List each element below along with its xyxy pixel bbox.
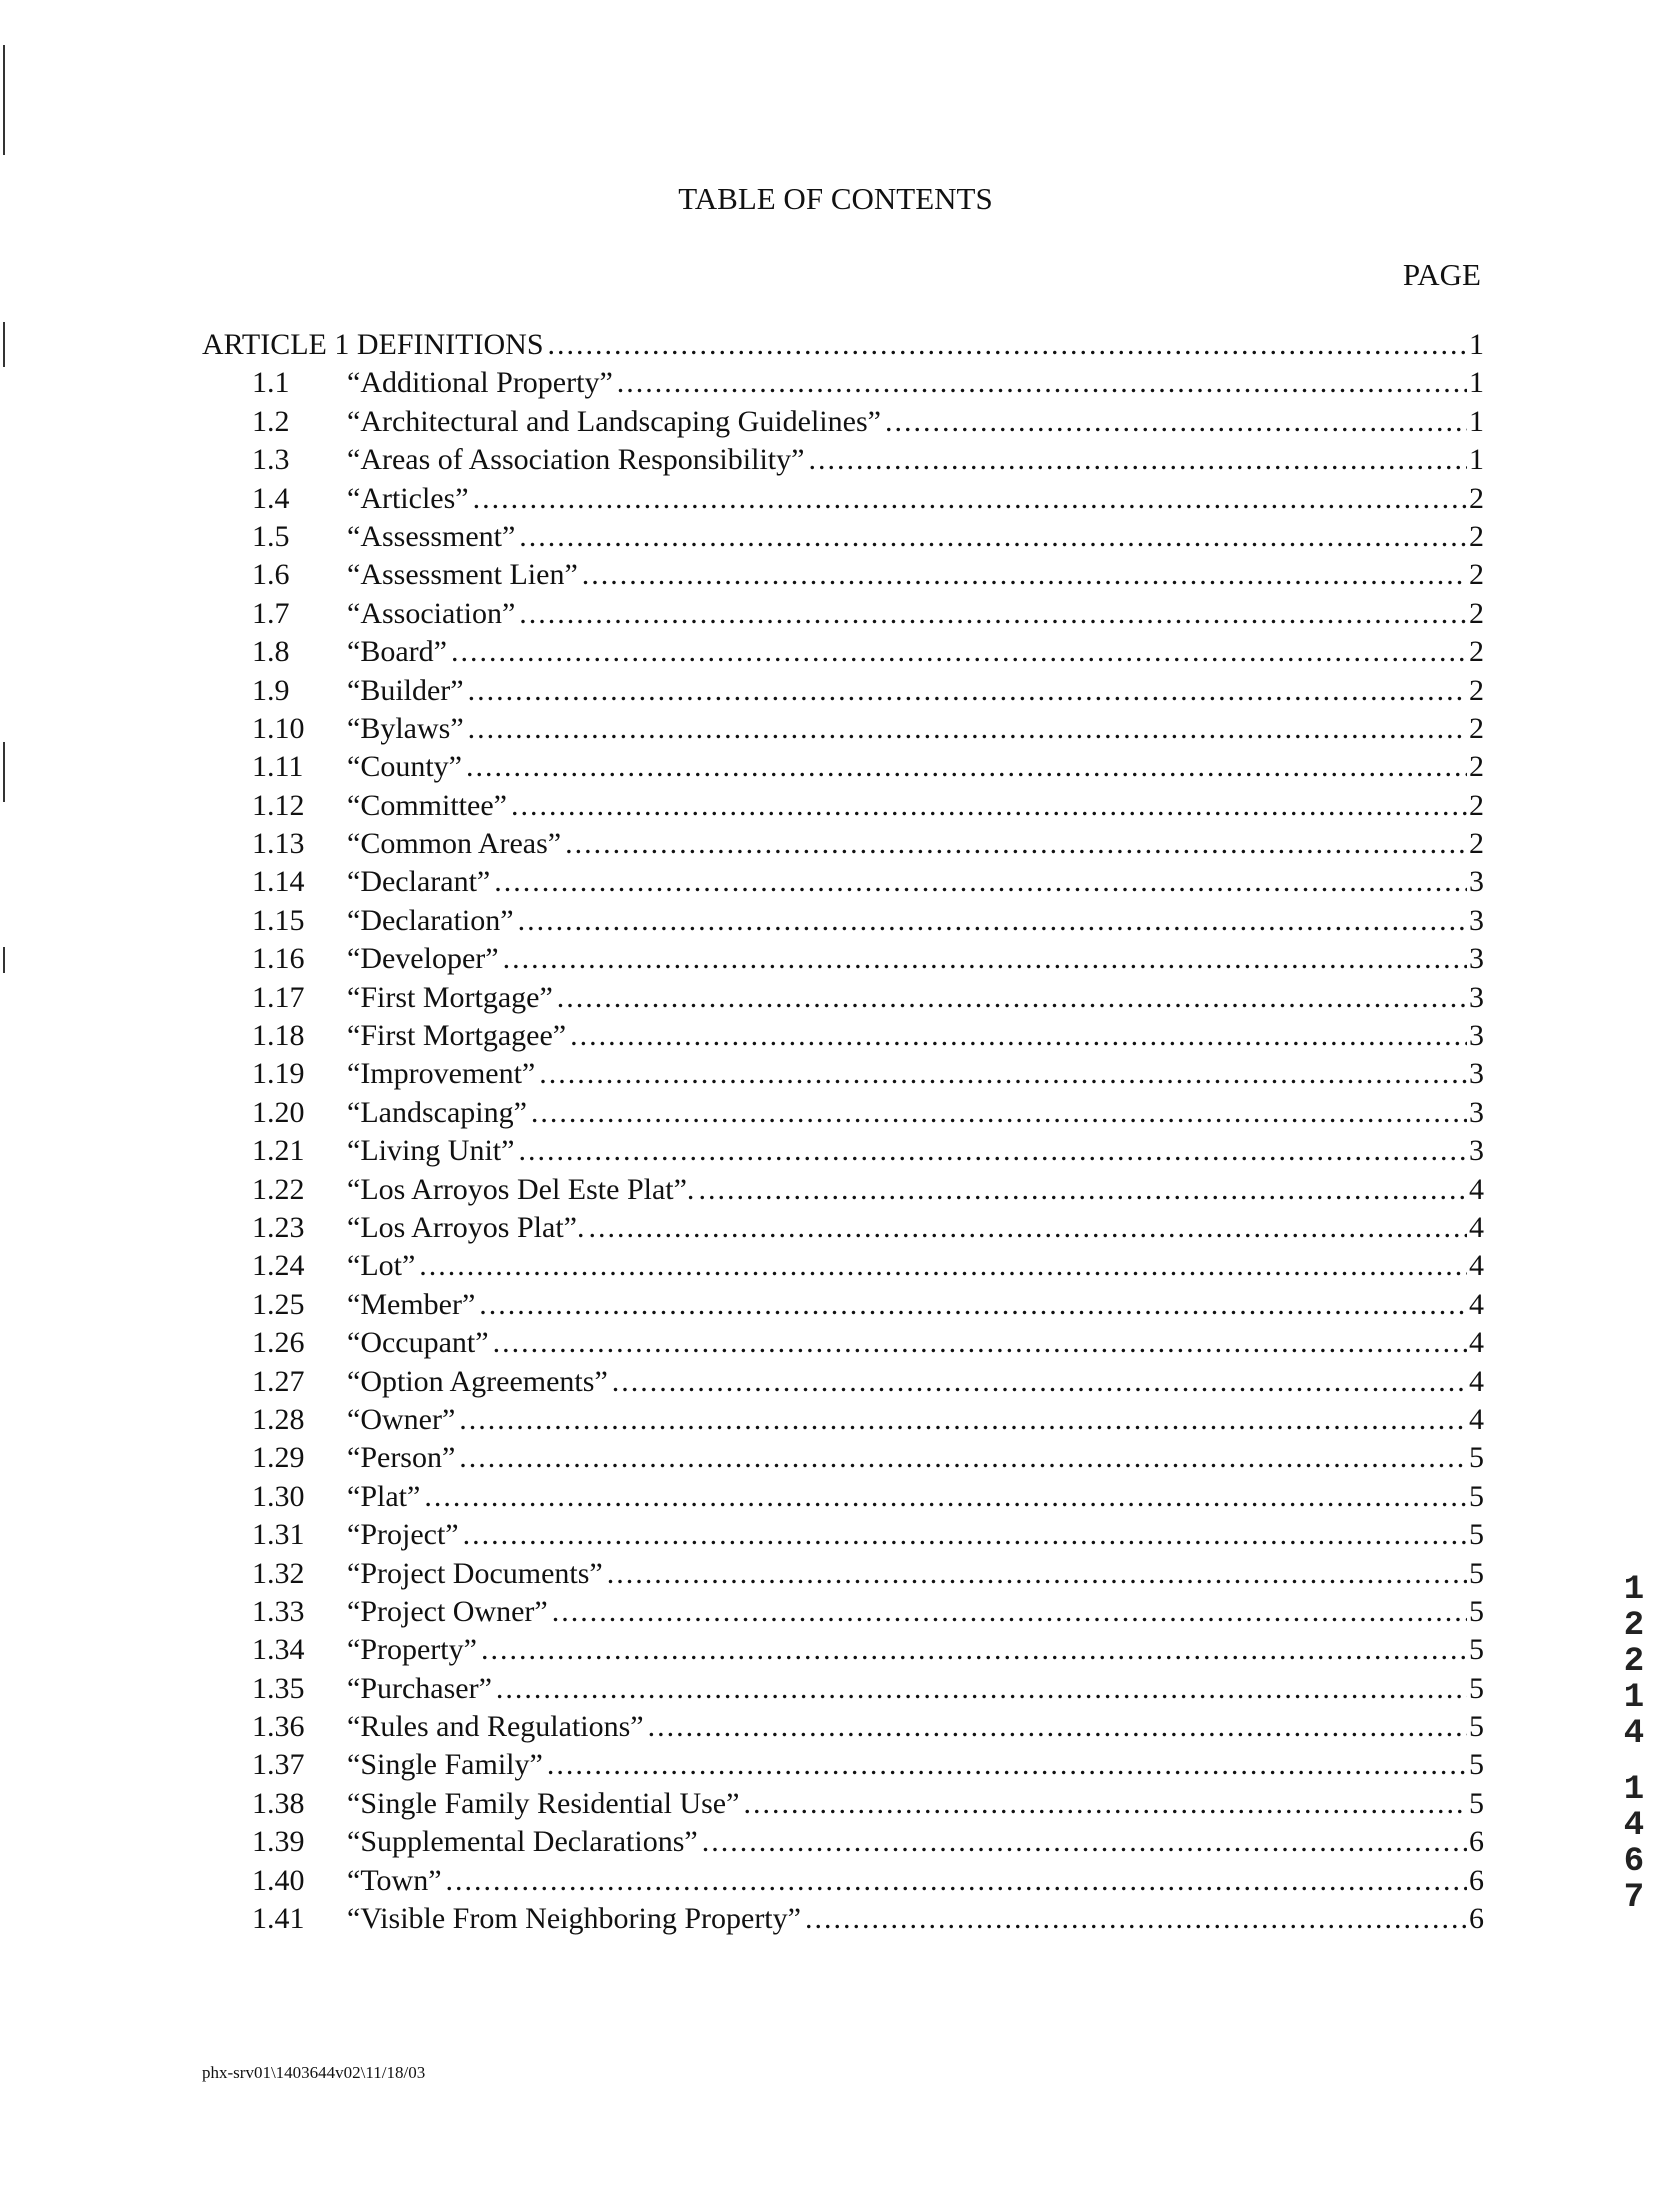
toc-entry-page: 4 bbox=[1469, 1172, 1484, 1206]
toc-entry-number: 1.9 bbox=[252, 673, 290, 707]
dot-leader bbox=[519, 520, 1467, 554]
dot-leader bbox=[539, 1057, 1467, 1091]
stamp-digit: 1 bbox=[1623, 1771, 1645, 1809]
toc-entry-number: 1.26 bbox=[252, 1326, 305, 1360]
stamp-digit: 1 bbox=[1623, 1679, 1645, 1717]
stamp-digit: 2 bbox=[1623, 1607, 1645, 1645]
toc-entry-label: “Project Documents” bbox=[347, 1556, 603, 1590]
toc-entry-label: “Areas of Association Responsibility” bbox=[347, 443, 805, 477]
dot-leader bbox=[648, 1710, 1467, 1744]
toc-entry bbox=[202, 405, 1484, 443]
toc-entry-label: “Project” bbox=[347, 1518, 459, 1552]
toc-entry-number: 1.33 bbox=[252, 1594, 305, 1628]
toc-entry bbox=[202, 482, 1484, 520]
toc-entry-number: 1.27 bbox=[252, 1364, 305, 1398]
toc-entry bbox=[202, 1288, 1484, 1326]
toc-entry-label: “Builder” bbox=[347, 673, 464, 707]
toc-entry-label: “Rules and Regulations” bbox=[347, 1710, 644, 1744]
dot-leader bbox=[612, 1365, 1467, 1399]
toc-entry-number: 1.36 bbox=[252, 1710, 305, 1744]
toc-entry bbox=[202, 1403, 1484, 1441]
toc-entry-page: 2 bbox=[1469, 750, 1484, 784]
toc-entry-page: 3 bbox=[1469, 865, 1484, 899]
toc-entry-label: “Assessment” bbox=[347, 519, 516, 553]
toc-entry-number: 1.16 bbox=[252, 942, 305, 976]
toc-entry bbox=[202, 1902, 1484, 1940]
toc-entry-page: 5 bbox=[1469, 1671, 1484, 1705]
toc-entry-number: 1.15 bbox=[252, 903, 305, 937]
toc-entry-label: “Assessment Lien” bbox=[347, 558, 578, 592]
toc-entry-page: 2 bbox=[1469, 596, 1484, 630]
dot-leader bbox=[548, 328, 1468, 362]
toc-entry bbox=[202, 366, 1484, 404]
toc-entry-page: 6 bbox=[1469, 1902, 1484, 1936]
toc-entry-number: 1.31 bbox=[252, 1518, 305, 1552]
toc-entry bbox=[202, 1096, 1484, 1134]
dot-leader bbox=[479, 1288, 1467, 1322]
toc-entry-label: “Purchaser” bbox=[347, 1671, 492, 1705]
dot-leader bbox=[582, 558, 1467, 592]
toc-entry-page: 4 bbox=[1469, 1364, 1484, 1398]
toc-entry-label: “Owner” bbox=[347, 1402, 456, 1436]
toc-entry-number: 1.41 bbox=[252, 1902, 305, 1936]
toc-entry-label: “County” bbox=[347, 750, 462, 784]
dot-leader bbox=[805, 1902, 1467, 1936]
toc-entry-number: 1.1 bbox=[252, 366, 290, 400]
dot-leader bbox=[463, 1518, 1467, 1552]
toc-entry-number: 1.29 bbox=[252, 1441, 305, 1475]
toc-entry bbox=[202, 1864, 1484, 1902]
dot-leader bbox=[519, 597, 1467, 631]
dot-leader bbox=[481, 1633, 1467, 1667]
toc-entry bbox=[202, 712, 1484, 750]
toc-entry bbox=[202, 1019, 1484, 1057]
toc-entry-label: “Town” bbox=[347, 1863, 442, 1897]
toc-entry bbox=[202, 1057, 1484, 1095]
toc-entry-label: “Improvement” bbox=[347, 1057, 536, 1091]
toc-entry bbox=[202, 1480, 1484, 1518]
scan-edge-mark bbox=[3, 45, 5, 155]
toc-entry bbox=[202, 443, 1484, 481]
toc-entry-number: 1.32 bbox=[252, 1556, 305, 1590]
toc-entry bbox=[202, 942, 1484, 980]
toc-entry-number: 1.23 bbox=[252, 1210, 305, 1244]
dot-leader bbox=[459, 1403, 1467, 1437]
toc-entry-label: “Los Arroyos Del Este Plat”. bbox=[347, 1172, 695, 1206]
toc-entry-number: 1.18 bbox=[252, 1019, 305, 1053]
dot-leader bbox=[885, 405, 1467, 439]
toc-entry bbox=[202, 865, 1484, 903]
dot-leader bbox=[552, 1595, 1467, 1629]
toc-entry-label: “Architectural and Landscaping Guidelines” bbox=[347, 404, 881, 438]
toc-entry bbox=[202, 904, 1484, 942]
dot-leader bbox=[496, 1672, 1467, 1706]
dot-leader bbox=[565, 827, 1467, 861]
toc-entry-page: 6 bbox=[1469, 1863, 1484, 1897]
dot-leader bbox=[743, 1787, 1467, 1821]
toc-entry-page: 1 bbox=[1469, 443, 1484, 477]
toc-entry-page: 2 bbox=[1469, 635, 1484, 669]
stamp-digit: 1 bbox=[1623, 1571, 1645, 1609]
toc-entry bbox=[202, 1365, 1484, 1403]
stamp-digit: 6 bbox=[1623, 1843, 1645, 1881]
toc-entry-number: 1.20 bbox=[252, 1095, 305, 1129]
dot-leader bbox=[446, 1864, 1467, 1898]
toc-entry bbox=[202, 635, 1484, 673]
toc-entry-number: 1.34 bbox=[252, 1633, 305, 1667]
toc-entry-page: 1 bbox=[1469, 404, 1484, 438]
toc-entry-label: “Association” bbox=[347, 596, 516, 630]
toc-entry-page: 3 bbox=[1469, 1057, 1484, 1091]
toc-entry-number: 1.37 bbox=[252, 1748, 305, 1782]
toc-entry-number: 1.19 bbox=[252, 1057, 305, 1091]
toc-entry bbox=[202, 1787, 1484, 1825]
toc-entry-page: 4 bbox=[1469, 1249, 1484, 1283]
toc-entry bbox=[202, 1672, 1484, 1710]
toc-entry bbox=[202, 1326, 1484, 1364]
toc-entry-page: 5 bbox=[1469, 1633, 1484, 1667]
toc-entry-page: 5 bbox=[1469, 1594, 1484, 1628]
dot-leader bbox=[451, 635, 1467, 669]
toc-entry-label: “Living Unit” bbox=[347, 1134, 515, 1168]
toc-entry bbox=[202, 1633, 1484, 1671]
toc-entry bbox=[202, 1595, 1484, 1633]
document-footer: phx-srv01\1403644v02\11/18/03 bbox=[202, 2063, 426, 2082]
toc-entry-page: 5 bbox=[1469, 1748, 1484, 1782]
toc-entry bbox=[202, 789, 1484, 827]
toc-entry bbox=[202, 1557, 1484, 1595]
toc-entry-label: “Single Family” bbox=[347, 1748, 543, 1782]
toc-entry-label: “Declaration” bbox=[347, 903, 514, 937]
toc-entry-label: “Declarant” bbox=[347, 865, 491, 899]
dot-leader bbox=[518, 1134, 1467, 1168]
dot-leader bbox=[424, 1480, 1467, 1514]
toc-entry-page: 1 bbox=[1469, 366, 1484, 400]
toc-entry-page: 5 bbox=[1469, 1479, 1484, 1513]
dot-leader bbox=[503, 942, 1467, 976]
toc-entry-label: “Plat” bbox=[347, 1479, 421, 1513]
toc-entry-page: 3 bbox=[1469, 903, 1484, 937]
toc-entry-label: “Project Owner” bbox=[347, 1594, 548, 1628]
toc-entry bbox=[202, 1710, 1484, 1748]
toc-entry-number: 1.12 bbox=[252, 788, 305, 822]
dot-leader bbox=[607, 1557, 1467, 1591]
toc-entry-number: 1.2 bbox=[252, 404, 290, 438]
toc-entry bbox=[202, 674, 1484, 712]
toc-entry-page: 3 bbox=[1469, 980, 1484, 1014]
toc-entry-page: 3 bbox=[1469, 1095, 1484, 1129]
toc-entry-page: 4 bbox=[1469, 1326, 1484, 1360]
dot-leader bbox=[493, 1326, 1467, 1360]
toc-entry-label: “Committee” bbox=[347, 788, 507, 822]
dot-leader bbox=[557, 981, 1467, 1015]
toc-entry-number: 1.38 bbox=[252, 1786, 305, 1820]
toc-entry-number: 1.14 bbox=[252, 865, 305, 899]
toc-entry-label: “Bylaws” bbox=[347, 711, 464, 745]
dot-leader bbox=[808, 443, 1467, 477]
toc-entry bbox=[202, 1518, 1484, 1556]
toc-entry-label: “Visible From Neighboring Property” bbox=[347, 1902, 801, 1936]
scan-edge-mark bbox=[3, 742, 5, 802]
toc-entry-number: 1.7 bbox=[252, 596, 290, 630]
toc-entry-label: “Supplemental Declarations” bbox=[347, 1825, 698, 1859]
toc-entry-page: 1 bbox=[1469, 328, 1484, 361]
toc-entry-label: “Developer” bbox=[347, 942, 499, 976]
toc-entry-number: 1.6 bbox=[252, 558, 290, 592]
toc-entry bbox=[202, 597, 1484, 635]
dot-leader bbox=[459, 1441, 1467, 1475]
toc-entry-page: 2 bbox=[1469, 481, 1484, 515]
toc-entry-page: 5 bbox=[1469, 1556, 1484, 1590]
toc-entry-label: “First Mortgage” bbox=[347, 980, 553, 1014]
stamp-digit: 7 bbox=[1623, 1879, 1645, 1917]
toc-entry-page: 2 bbox=[1469, 673, 1484, 707]
toc-entry bbox=[202, 1134, 1484, 1172]
dot-leader bbox=[419, 1249, 1467, 1283]
scan-edge-mark bbox=[3, 322, 5, 367]
toc-entry-number: 1.28 bbox=[252, 1402, 305, 1436]
toc-entry-label: “Common Areas” bbox=[347, 827, 562, 861]
toc-entry-label: “Articles” bbox=[347, 481, 469, 515]
dot-leader bbox=[466, 750, 1467, 784]
toc-entry-number: 1.13 bbox=[252, 827, 305, 861]
toc-entry bbox=[202, 981, 1484, 1019]
page-column-header: PAGE bbox=[1402, 257, 1481, 292]
toc-entry bbox=[202, 1211, 1484, 1249]
toc-entry-page: 5 bbox=[1469, 1786, 1484, 1820]
toc-entry-number: 1.3 bbox=[252, 443, 290, 477]
toc-entry-label: “Option Agreements” bbox=[347, 1364, 608, 1398]
toc-entry-page: 2 bbox=[1469, 827, 1484, 861]
toc-entry bbox=[202, 1825, 1484, 1863]
toc-entry-number: 1.24 bbox=[252, 1249, 305, 1283]
dot-leader bbox=[617, 366, 1467, 400]
stamp-digit: 2 bbox=[1623, 1643, 1645, 1681]
toc-entry-page: 5 bbox=[1469, 1710, 1484, 1744]
dot-leader bbox=[702, 1825, 1467, 1859]
stamp-digit: 4 bbox=[1623, 1715, 1645, 1753]
toc-entry-number: 1.17 bbox=[252, 980, 305, 1014]
toc-entry-label: “First Mortgagee” bbox=[347, 1019, 567, 1053]
toc-entry-number: 1.5 bbox=[252, 519, 290, 553]
dot-leader bbox=[531, 1096, 1467, 1130]
toc-entry-label: “Board” bbox=[347, 635, 447, 669]
toc-entry bbox=[202, 750, 1484, 788]
side-stamp-top bbox=[1619, 1572, 1649, 1752]
toc-entry-label: “Person” bbox=[347, 1441, 456, 1475]
toc-entry-page: 2 bbox=[1469, 519, 1484, 553]
toc-entry-page: 2 bbox=[1469, 711, 1484, 745]
toc-entry-label: “Occupant” bbox=[347, 1326, 489, 1360]
toc-entry-number: 1.30 bbox=[252, 1479, 305, 1513]
toc-entry-number: 1.40 bbox=[252, 1863, 305, 1897]
toc-entry bbox=[202, 558, 1484, 596]
toc-entry-number: 1.39 bbox=[252, 1825, 305, 1859]
dot-leader bbox=[547, 1748, 1467, 1782]
toc-entry-page: 2 bbox=[1469, 788, 1484, 822]
toc-entry-number: 1.4 bbox=[252, 481, 290, 515]
toc-entry-label: “Member” bbox=[347, 1287, 476, 1321]
toc-entry-page: 5 bbox=[1469, 1518, 1484, 1552]
toc-entry-page: 5 bbox=[1469, 1441, 1484, 1475]
dot-leader bbox=[511, 789, 1467, 823]
scan-edge-mark bbox=[3, 947, 5, 973]
stamp-digit: 4 bbox=[1623, 1807, 1645, 1845]
toc-entry-label: “Single Family Residential Use” bbox=[347, 1786, 740, 1820]
toc-entry-page: 6 bbox=[1469, 1825, 1484, 1859]
dot-leader bbox=[698, 1173, 1467, 1207]
toc-entry-label: “Los Arroyos Plat”. bbox=[347, 1210, 585, 1244]
toc-entry-number: 1.8 bbox=[252, 635, 290, 669]
toc-entry bbox=[202, 1173, 1484, 1211]
toc-entry bbox=[202, 1441, 1484, 1479]
dot-leader bbox=[494, 865, 1467, 899]
dot-leader bbox=[518, 904, 1467, 938]
toc-entry bbox=[202, 520, 1484, 558]
toc-entry-page: 2 bbox=[1469, 558, 1484, 592]
toc-entry bbox=[202, 827, 1484, 865]
side-stamp-bottom bbox=[1619, 1772, 1649, 1916]
toc-entry-number: 1.25 bbox=[252, 1287, 305, 1321]
toc-entry-label: “Property” bbox=[347, 1633, 477, 1667]
toc-entry-page: 4 bbox=[1469, 1287, 1484, 1321]
toc-entry-page: 4 bbox=[1469, 1402, 1484, 1436]
toc-entry-label: “Landscaping” bbox=[347, 1095, 527, 1129]
dot-leader bbox=[473, 482, 1467, 516]
toc-entry-number: 1.10 bbox=[252, 711, 305, 745]
toc-entry-number: 1.22 bbox=[252, 1172, 305, 1206]
toc-entry bbox=[202, 1249, 1484, 1287]
dot-leader bbox=[570, 1019, 1467, 1053]
toc-entry-label: ARTICLE 1 DEFINITIONS bbox=[202, 328, 544, 361]
dot-leader bbox=[468, 712, 1467, 746]
toc-entry-page: 3 bbox=[1469, 942, 1484, 976]
toc-entry bbox=[202, 328, 1484, 366]
toc-entry bbox=[202, 1748, 1484, 1786]
table-of-contents bbox=[202, 328, 1484, 1940]
toc-entry-page: 4 bbox=[1469, 1210, 1484, 1244]
toc-entry-number: 1.11 bbox=[252, 750, 304, 784]
dot-leader bbox=[468, 674, 1467, 708]
toc-entry-page: 3 bbox=[1469, 1134, 1484, 1168]
toc-entry-number: 1.35 bbox=[252, 1671, 305, 1705]
dot-leader bbox=[588, 1211, 1467, 1245]
toc-entry-label: “Additional Property” bbox=[347, 366, 613, 400]
toc-entry-label: “Lot” bbox=[347, 1249, 416, 1283]
toc-entry-number: 1.21 bbox=[252, 1134, 305, 1168]
page-title: TABLE OF CONTENTS bbox=[678, 181, 993, 216]
toc-entry-page: 3 bbox=[1469, 1019, 1484, 1053]
